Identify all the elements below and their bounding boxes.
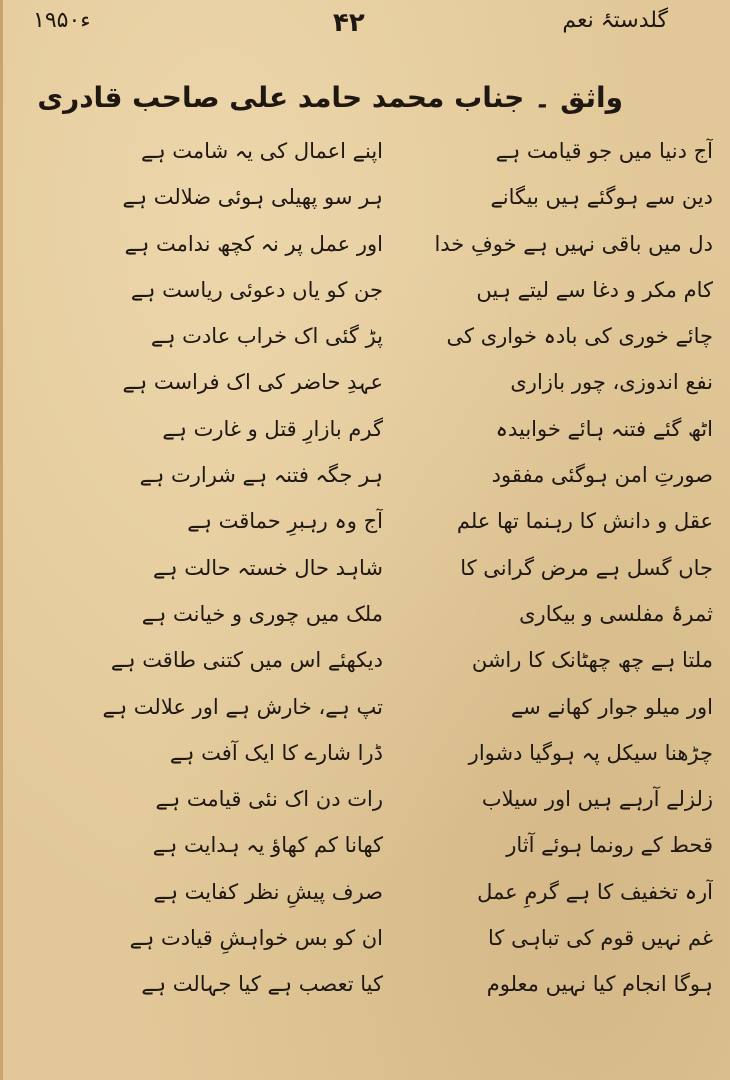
left-verse-column (53, 128, 383, 1008)
verse-line: اور عمل پر نہ کچھ ندامت ہے (124, 231, 383, 256)
verse-line: آرہ تخفیف کا ہے گرمِ عمل (477, 879, 713, 904)
verse-line: کھانا کم کھاؤ یہ ہدایت ہے (152, 833, 383, 858)
verse-line: صورتِ امن ہوگئی مفقود (491, 463, 713, 488)
verse-line: ہر جگہ فتنہ ہے شرارت ہے (139, 463, 383, 488)
verse-line: اور میلو جوار کھانے سے (510, 694, 713, 719)
verse-line: نفع اندوزی، چور بازاری (510, 370, 713, 395)
verse-line: دل میں باقی نہیں ہے خوفِ خدا (434, 231, 713, 256)
verse-line: دیکھئے اس میں کتنی طاقت ہے (110, 648, 383, 673)
verse-line: ڈرا شارے کا ایک آفت ہے (169, 740, 383, 765)
header-year: ۱۹۵۰ء (33, 8, 91, 33)
verse-line: دین سے ہوگئے ہیں بیگانے (490, 185, 713, 210)
verse-line: قحط کے رونما ہوئے آثار (506, 833, 713, 858)
verse-line: کیا تعصب ہے کیا جہالت ہے (141, 972, 383, 997)
right-verse-column (383, 128, 713, 1008)
verse-line: آج دنیا میں جو قیامت ہے (495, 139, 713, 163)
verse-line: عقل و دانش کا رہنما تھا علم (456, 509, 713, 534)
verse-line: پڑ گئی اک خراب عادت ہے (150, 324, 383, 349)
verse-line: صرف پیشِ نظر کفایت ہے (153, 879, 383, 904)
verse-line: ملتا ہے چھ چھٹانک کا راشن (471, 648, 713, 673)
verse-line: زلزلے آرہے ہیں اور سیلاب (481, 787, 713, 812)
verse-line: غم نہیں قوم کی تباہی کا (488, 926, 713, 951)
verse-line: عہدِ حاضر کی اک فراست ہے (122, 370, 383, 395)
verse-line: آج وہ رہبرِ حماقت ہے (187, 509, 383, 534)
verse-line: تپ ہے، خارش ہے اور علالت ہے (102, 694, 383, 719)
verse-line: جن کو یاں دعوئی ریاست ہے (130, 277, 383, 302)
verse-line: ملک میں چوری و خیانت ہے (141, 601, 383, 626)
verse-line: جاں گسل ہے مرض گرانی کا (460, 555, 713, 580)
book-title-header: گلدستۂ نعم (562, 8, 668, 33)
verse-line: ثمرۂ مفلسی و بیکاری (519, 601, 713, 626)
verse-line: کام مکر و دغا سے لیتے ہیں (476, 277, 713, 302)
verse-line: ان کو بس خواہشِ قیادت ہے (129, 926, 383, 951)
verse-line: ہر سو پھیلی ہوئی ضلالت ہے (122, 185, 383, 210)
verse-line: چائے خوری کی بادہ خواری کی (446, 324, 713, 349)
verse-line: اٹھ گئے فتنہ ہائے خوابیدہ (495, 416, 713, 441)
verse-line: شاہد حال خستہ حالت ہے (152, 555, 383, 580)
verse-line: اپنے اعمال کی یہ شامت ہے (141, 139, 383, 163)
verse-line: چڑھنا سیکل پہ ہوگیا دشوار (468, 740, 713, 765)
page-number: ۴۲ (333, 8, 365, 38)
verse-line: ہوگا انجام کیا نہیں معلوم (486, 972, 713, 997)
verse-line: گرم بازارِ قتل و غارت ہے (162, 416, 383, 441)
verse-line: رات دن اک نئی قیامت ہے (155, 787, 383, 812)
poem-title: واثق ۔ جناب محمد حامد علی صاحب قادری (37, 81, 623, 114)
